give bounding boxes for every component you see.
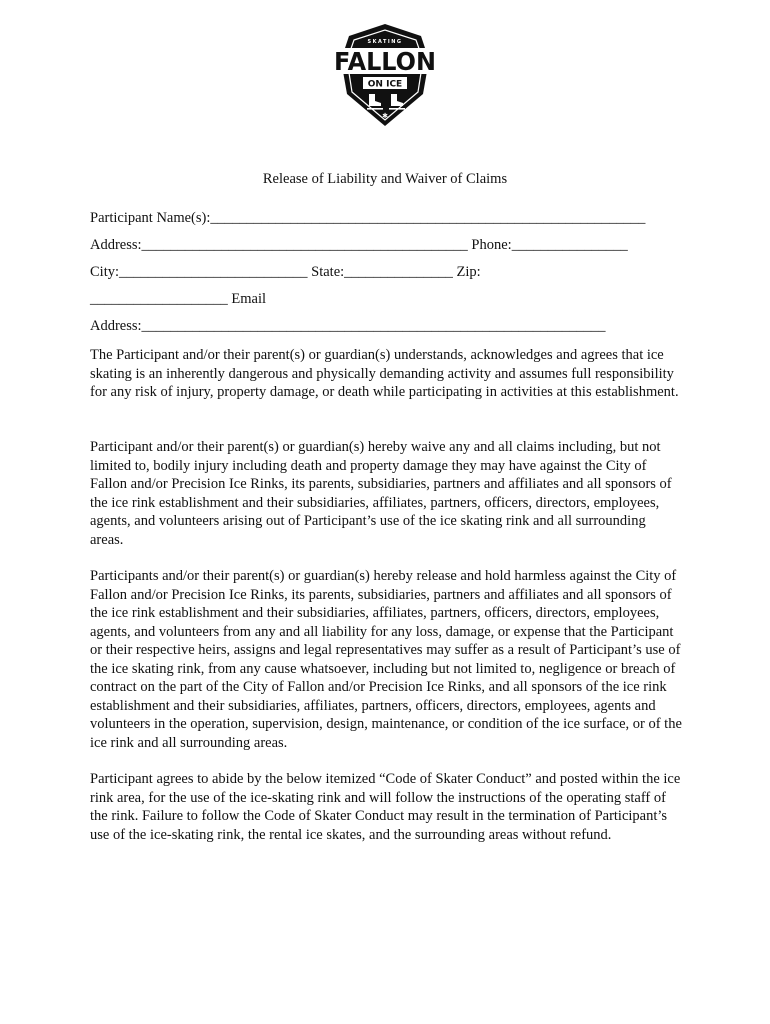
paragraph-text: Participant agrees to abide by the below itemized “Code of Skater Conduct” and posted within the ice rink area, for the use of the ice-skating rink and will follow the instructions of the operating staff of the rink. Failure to follow the Code of Skater Conduct may result in the termination of Participant’s use of the ice-skating rink, the rental ice skates, and the surrounding areas without refund. <box>90 771 681 843</box>
paragraph-text: Participant and/or their parent(s) or guardian(s) hereby waive any and all claims including, but not limited to, bodily injury including death and property damage they may have against the City of Fallon and/or Precision Ice Rinks, its parents, subsidiaries, partners and affiliates and all sponsors of the ice rink establishment and their subsidiaries, affiliates, partners, officers, directors, employees, agents, and volunteers arising out of Participant’s use of the ice skating rink and all surrounding areas. <box>90 439 672 548</box>
logo-main-text: FALLON <box>334 47 436 76</box>
document-title: Release of Liability and Waiver of Claims <box>262 171 508 187</box>
email-field[interactable]: ___________________ Email <box>90 291 267 307</box>
paragraph-text: Participants and/or their parent(s) or guardian(s) hereby release and hold harmless against the City of Fallon and/or Precision Ice Rinks, its parents, subsidiaries, partners and affiliates and all sponsors of the ice rink establishment and their subsidiaries, affiliates, partners, officers, directors, employees, agents, and volunteers from any and all liability for any loss, damage, or expense that the Participant or their respective heirs, assigns and legal representatives may suffer as a result of Participant’s use of the ice skating rink, from any cause whatsoever, including but not limited to, negligence or breach of contract on the part of the City of Fallon and/or Precision Ice Rinks, and all sponsors of the ice rink establishment and their subsidiaries, affiliates, partners, officers, directors, employees, agents and volunteers in the operation, supervision, design, maintenance, or condition of the ice surface, or of the ice rink and all surrounding areas. <box>90 568 682 751</box>
waiver-paragraph-4 <box>90 770 682 844</box>
logo-top-text: SKATING <box>367 39 403 45</box>
participant-name-field[interactable]: Participant Name(s):____________________________________________________________ <box>90 210 646 226</box>
waiver-paragraph-3 <box>90 567 682 752</box>
waiver-paragraph-2 <box>90 438 682 549</box>
address-phone-field[interactable]: Address:_____________________________________________ Phone:________________ <box>90 237 628 253</box>
logo-banner-text: ON ICE <box>367 79 403 90</box>
paragraph-text: The Participant and/or their parent(s) or guardian(s) understands, acknowledges and agrees that ice skating is an inherently dangerous and physically demanding activity and assumes full responsibility for any risk of injury, property damage, or death while participating in activities at this establishment. <box>90 347 679 400</box>
waiver-paragraph-1 <box>90 346 682 402</box>
city-state-zip-field[interactable]: City:__________________________ State:_______________ Zip: <box>90 264 481 280</box>
email-address-field[interactable]: Address:________________________________________________________________ <box>90 318 606 334</box>
snowflake-icon: ✱ <box>382 112 388 120</box>
fallon-on-ice-logo <box>329 22 441 130</box>
